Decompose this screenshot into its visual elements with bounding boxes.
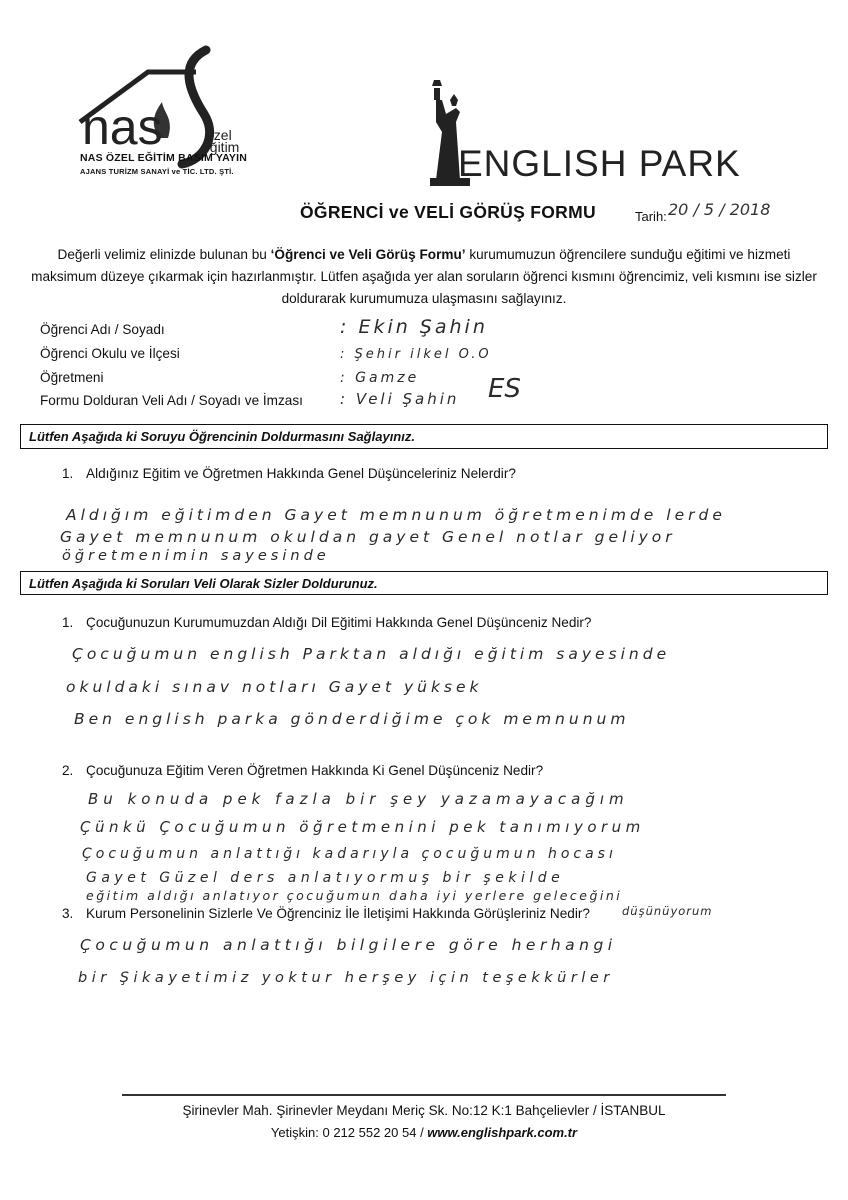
field-value-school: : Şehir ilkel O.O [340, 347, 492, 362]
footer-separator: / [416, 1125, 428, 1140]
student-answer-line-1: Aldığım eğitimden Gayet memnunum öğretmenimde lerde [66, 506, 726, 524]
nas-org-line1: NAS ÖZEL EĞİTİM BASIM YAYIN [80, 152, 248, 164]
parent-answer-1-line-3: Ben english parka gönderdiğime çok memnunum [74, 710, 630, 728]
field-label-school: Öğrenci Okulu ve İlçesi [40, 346, 180, 361]
student-answer-line-2: Gayet memnunum okuldan gayet Genel notlar geliyor [60, 528, 676, 546]
parent-question-3-number: 3. [62, 906, 74, 921]
field-value-teacher: : Gamze [340, 370, 420, 386]
field-value-student-name: : Ekin Şahin [340, 316, 488, 338]
student-question-1-number: 1. [62, 466, 74, 481]
parent-answer-3-line-2: bir Şikayetimiz yoktur herşey için teşekkürler [78, 970, 614, 986]
footer-website-link[interactable]: www.englishpark.com.tr [427, 1125, 578, 1140]
parent-answer-2-line-2: Çünkü Çocuğumun öğretmenini pek tanımıyorum [80, 818, 645, 836]
student-question-1 [62, 466, 516, 481]
student-answer-line-3: öğretmenimin sayesinde [62, 548, 330, 564]
parent-answer-3-line-1: Çocuğumun anlattığı bilgilere göre herhangi [80, 936, 617, 954]
nas-org-name [80, 152, 247, 178]
parent-answer-2-line-3: Çocuğumun anlattığı kadarıyla çocuğumun hocası [82, 846, 617, 862]
nas-ozel: özel [206, 127, 232, 143]
field-value-parent: : Veli Şahin [340, 390, 460, 408]
parent-question-2-text: Çocuğunuza Eğitim Veren Öğretmen Hakkında Ki Genel Düşünceniz Nedir? [86, 763, 544, 778]
nas-logo-text: nas [82, 99, 163, 155]
field-label-teacher: Öğretmeni [40, 370, 104, 385]
english-park-wordmark: ENGLISH PARK [458, 143, 741, 184]
parent-answer-2-line-5: eğitim aldığı anlatıyor çocuğumun daha iyi yerlere geleceğini [86, 888, 623, 903]
parent-question-3 [62, 906, 590, 921]
parent-signature: ES [488, 374, 521, 404]
form-title: ÖĞRENCİ ve VELİ GÖRÜŞ FORMU [300, 202, 596, 222]
parent-question-2 [62, 763, 543, 778]
field-label-student-name: Öğrenci Adı / Soyadı [40, 322, 165, 337]
intro-form-name: ‘Öğrenci ve Veli Görüş Formu’ [270, 247, 466, 262]
footer-contact [122, 1125, 726, 1140]
date-label: Tarih: [635, 209, 667, 224]
parent-answer-2-line-1: Bu konuda pek fazla bir şey yazamayacağım [88, 790, 629, 808]
parent-question-1-text: Çocuğunuzun Kurumumuzdan Aldığı Dil Eğitimi Hakkında Genel Düşünceniz Nedir? [86, 615, 592, 630]
footer-phone: Yetişkin: 0 212 552 20 54 [270, 1125, 417, 1140]
parent-answer-1-line-2: okuldaki sınav notları Gayet yüksek [66, 678, 483, 696]
parent-answer-2-line-6: düşünüyorum [622, 904, 713, 918]
date-value: 20 / 5 / 2018 [668, 200, 771, 219]
parent-section-heading: Lütfen Aşağıda ki Soruları Veli Olarak Sizler Doldurunuz. [20, 571, 828, 595]
parent-question-1-number: 1. [62, 615, 74, 630]
student-section-heading: Lütfen Aşağıda ki Soruyu Öğrencinin Doldurmasını Sağlayınız. [20, 424, 828, 449]
intro-part-2: kurumumuzun öğrencilere sunduğu eğitimi ve hizmeti maksimum düzeye çıkarmak için hazırlanmıştır. Lütfen aşağıda yer alan soruların öğrenci kısmını öğrencimiz, veli kısmını ise sizler doldurarak kurumumuza ulaşmasını sağlayınız. [31, 247, 817, 306]
parent-question-2-number: 2. [62, 763, 74, 778]
nas-egitim: eğitim [202, 139, 240, 155]
field-label-parent: Formu Dolduran Veli Adı / Soyadı ve İmzası [40, 393, 303, 408]
intro-paragraph [28, 244, 820, 310]
parent-question-1 [62, 615, 592, 630]
intro-part-1: Değerli velimiz elinizde bulunan bu [57, 247, 271, 262]
parent-answer-1-line-1: Çocuğumun english Parktan aldığı eğitim sayesinde [72, 645, 671, 663]
nas-org-line2: AJANS TURİZM SANAYİ ve TİC. LTD. ŞTİ. [80, 167, 234, 176]
parent-answer-2-line-4: Gayet Güzel ders anlatıyormuş bir şekilde [86, 870, 565, 886]
footer-divider [122, 1094, 726, 1096]
student-question-1-text: Aldığınız Eğitim ve Öğretmen Hakkında Genel Düşünceleriniz Nelerdir? [86, 466, 516, 481]
parent-question-3-text: Kurum Personelinin Sizlerle Ve Öğrenciniz İle İletişimi Hakkında Görüşleriniz Nedir? [86, 906, 590, 921]
footer-address: Şirinevler Mah. Şirinevler Meydanı Meriç Sk. No:12 K:1 Bahçelievler / İSTANBUL [182, 1103, 666, 1118]
